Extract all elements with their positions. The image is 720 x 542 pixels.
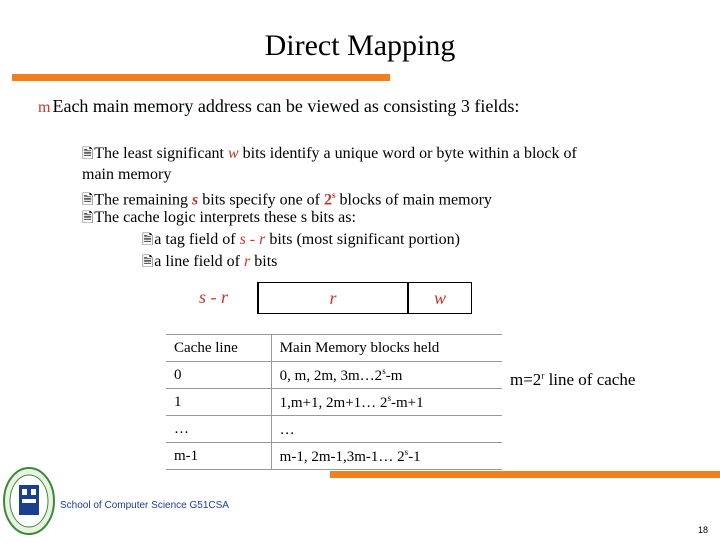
intro-line	[38, 95, 519, 119]
table-cell-blocks: …	[271, 416, 502, 443]
table-row	[166, 443, 502, 470]
document-icon: 🗎	[82, 211, 94, 226]
table-cell-line: 0	[166, 362, 271, 389]
university-logo	[2, 465, 56, 537]
footer-rule	[330, 471, 720, 478]
cache-mapping-table	[166, 334, 502, 470]
page-title: Direct Mapping	[264, 29, 456, 62]
power-exponent: s	[332, 190, 336, 200]
document-icon: 🗎	[142, 255, 154, 270]
table-row	[166, 362, 502, 389]
word-field: w	[408, 282, 472, 314]
intro-text: Each main memory address can be viewed as consisting 3 fields:	[52, 96, 520, 116]
footer-text: School of Computer Science G51CSA	[60, 500, 229, 511]
s-minus-r-variable: s - r	[239, 231, 266, 248]
table-header-cell: Main Memory blocks held	[271, 335, 502, 362]
line-field: r	[258, 282, 408, 314]
w-variable: w	[228, 145, 239, 162]
s-variable: s	[192, 191, 199, 209]
document-icon: 🗎	[82, 193, 94, 209]
sub-bullet-line: 🗎a line field of r bits	[142, 253, 278, 270]
sub-bullet-tag: 🗎a tag field of s - r bits (most significant portion)	[142, 231, 460, 248]
table-cell-line: …	[166, 416, 271, 443]
tag-field: s - r	[170, 282, 258, 314]
bullet-remaining-bits: 🗎The remaining s bits specify one of 2$^s$ blocks of main memory	[82, 190, 492, 209]
power-base: 2	[324, 191, 332, 209]
document-icon: 🗎	[82, 147, 94, 162]
document-icon: 🗎	[142, 233, 154, 248]
page-number: 18	[698, 525, 709, 535]
table-header-cell: Cache line	[166, 335, 271, 362]
table-cell-line: 1	[166, 389, 271, 416]
table-cell-blocks: m-1, 2m-1,3m-1… 2$^s$-1	[271, 443, 502, 470]
bullet-least-significant-cont: main memory	[82, 166, 172, 183]
table-row	[166, 389, 502, 416]
table-cell-blocks: 0, m, 2m, 3m…2$^s$-m	[271, 362, 502, 389]
r-variable: r	[244, 253, 251, 270]
table-cell-line: m-1	[166, 443, 271, 470]
table-cell-blocks: 1,m+1, 2m+1… $2^s-m+1$	[271, 389, 502, 416]
bullet-least-significant: 🗎The least significant w bits identify a unique word or byte within a block of	[82, 145, 577, 162]
table-header-row	[166, 335, 502, 362]
cache-lines-note: $m=2^r$ line of cache	[510, 370, 636, 389]
table-row	[166, 416, 502, 443]
m-bullet-icon: m	[38, 99, 51, 116]
bullet-cache-logic: 🗎The cache logic interprets these s bits as:	[82, 209, 356, 226]
title-underline	[12, 74, 390, 81]
